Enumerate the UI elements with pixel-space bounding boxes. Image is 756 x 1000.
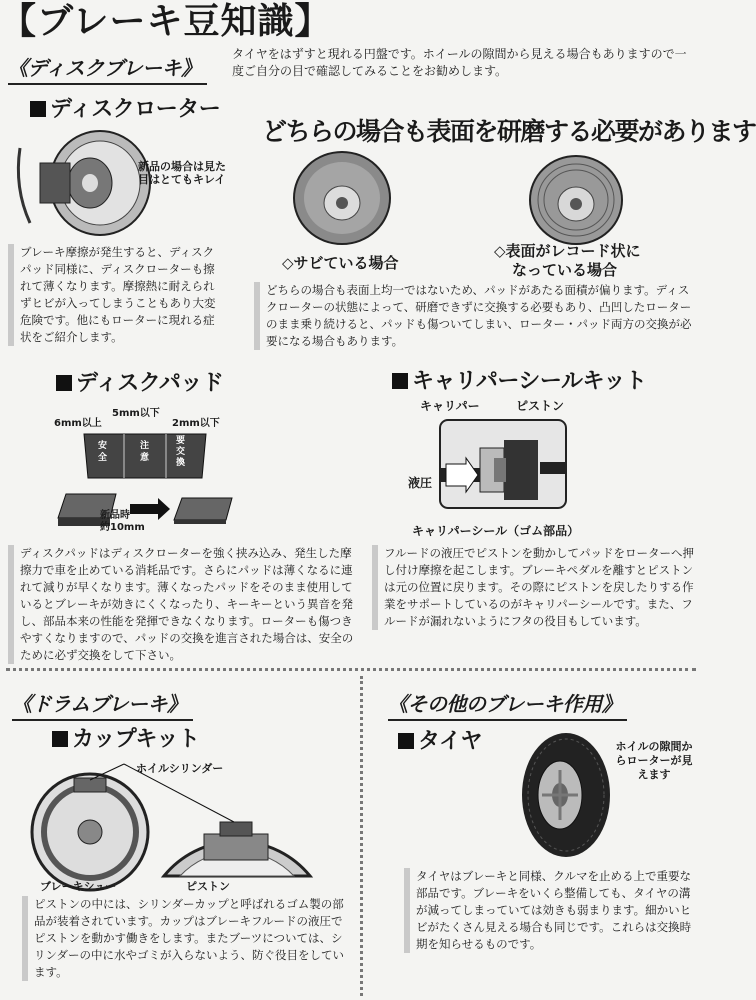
pad-zone-safe: 安全: [98, 441, 108, 463]
pad-zone-caution: 注意: [140, 441, 150, 463]
rotor-new-note: 新品の場合は見た目はとてもキレイ: [138, 160, 226, 186]
cup-kit-heading: カップキット: [52, 722, 199, 753]
piston-label: ピストン: [516, 399, 565, 413]
caliper-seal-label: キャリパーシール（ゴム部品）: [412, 524, 580, 538]
rotor-visible-callout: ホイルの隙間からローターが見えます: [615, 740, 693, 781]
case-rust-label: ◇サビている場合: [282, 254, 399, 272]
case-record-label-1: ◇表面がレコード状に: [494, 242, 641, 260]
rotor-polish-banner: どちらの場合も表面を研磨する必要があります: [262, 117, 756, 146]
pad-label-5mm: 5mm以下: [112, 408, 160, 419]
cup-kit-description: ピストンの中には、シリンダーカップと呼ばれるゴム製の部品が装着されています。カップはブレーキフルードの液圧でピストンを動かす働きをします。またブーツについては、シリンダーの中に水やゴミが入らないよう、防ぐ役目をしています。: [22, 896, 354, 981]
other-brake-section-title: 《その他のブレーキ作用》: [388, 688, 627, 721]
disc-rotor-heading: ディスクローター: [30, 92, 220, 123]
rusty-rotor-illustration: [292, 148, 392, 248]
page-title: 【ブレーキ豆知識】: [0, 1, 332, 42]
pad-label-6mm: 6mm以上: [54, 418, 102, 429]
disc-brake-intro: タイヤをはずすと現れる円盤です。ホイールの隙間から見える場合もありますので一度ご自分の目で確認してみることをお勧めします。: [232, 47, 687, 78]
rotor-cases-description: どちらの場合も表面上均一ではないため、パッドがあたる面積が偏ります。ディスクローターの状態によって、研磨できずに交換する必要もあり、凸凹したローターのまま乗り続けると、パッドも傷ついてしまい、ローター・パッド両方の交換が必要になる場合もあります。: [254, 282, 694, 350]
pad-thickness-comparison-illustration: [56, 490, 236, 530]
pad-new-label: 新品時: [100, 510, 130, 521]
disc-pad-heading: ディスクパッド: [56, 366, 223, 397]
drum-brake-diagram: [24, 770, 324, 880]
pad-new-size: 約10mm: [100, 522, 145, 533]
column-divider: [360, 676, 363, 996]
brake-shoe-label: ブレーキシュー: [40, 880, 117, 893]
caliper-seal-description: フルードの液圧でピストンを動かしてパッドをローターへ押し付け摩擦を起こします。ブレーキペダルを離すとピストンは元の位置に戻ります。その際にピストンを戻したりする作業をサポートしているのがキャリパーシールです。また、フルードが漏れないようにフタの役目もしています。: [372, 545, 700, 630]
caliper-diagram: [436, 418, 570, 510]
tire-heading: タイヤ: [398, 724, 482, 755]
section-divider: [6, 668, 696, 671]
disc-brake-section-title: 《ディスクブレーキ》: [8, 52, 207, 85]
tire-description: タイヤはブレーキと同様、クルマを止める上で重要な部品です。ブレーキをいくら整備しても、タイヤの溝が減ってしまっていては効きも弱まります。細かいヒビがたくさん見える場合も同じです。これらは交換時期を知らせるものです。: [404, 868, 700, 953]
caliper-label: キャリパー: [420, 399, 480, 413]
wheel-cylinder-label: ホイルシリンダー: [136, 762, 224, 775]
case-record-label-2: なっている場合: [512, 261, 618, 279]
drum-piston-label: ピストン: [186, 880, 230, 893]
tire-illustration: [516, 730, 616, 860]
pad-label-2mm: 2mm以下: [172, 418, 220, 429]
drum-brake-section-title: 《ドラムブレーキ》: [12, 688, 193, 721]
fluid-pressure-label: 液圧: [408, 476, 433, 490]
rotor-description: ブレーキ摩擦が発生すると、ディスクパッド同様に、ディスクローターも擦れて薄くなります。摩擦熱に耐えられずヒビが入ってしまうこともあり大変危険です。他にもローターに現れる症状をご紹介します。: [8, 244, 216, 346]
disc-pad-description: ディスクパッドはディスクローターを強く挟み込み、発生した摩擦力で車を止めている消耗品です。さらにパッドは薄くなるに連れて減りが早くなります。薄くなったパッドをそのまま使用しているとブレーキが効きにくくなったり、キーキーという異音を発し、部品本来の性能を発揮できなくなります。ローターも傷つきやすくなりますので、パッドの交換を進言された場合は、安全のために必ず交換をして下さい。: [8, 545, 362, 664]
record-rotor-illustration: [526, 152, 626, 248]
caliper-seal-heading: キャリパーシールキット: [392, 364, 647, 395]
pad-zone-replace: 要交換: [176, 436, 186, 468]
